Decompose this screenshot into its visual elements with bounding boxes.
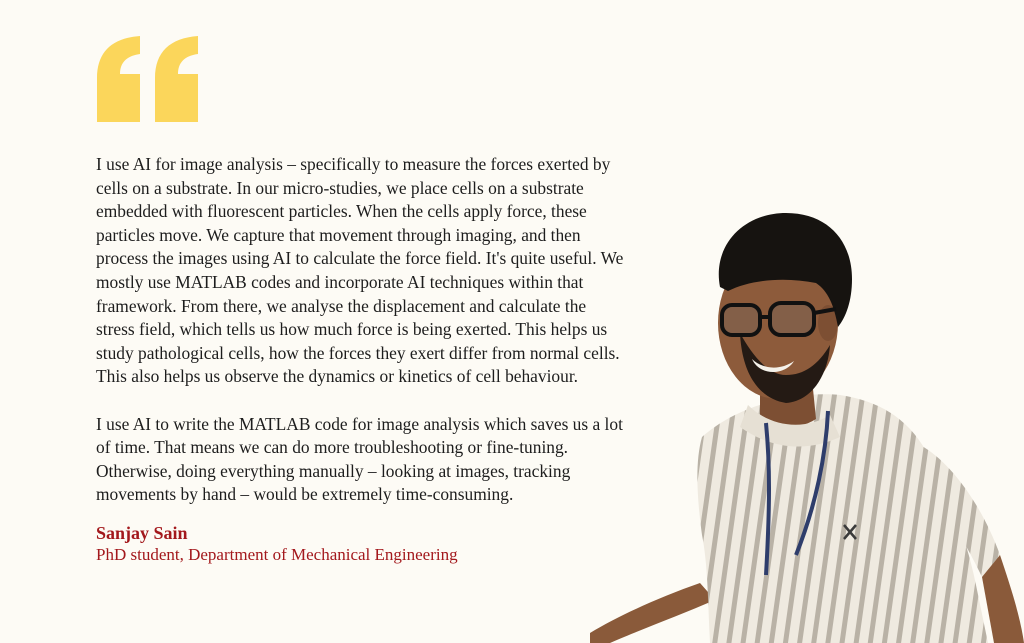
quote-paragraph-2: I use AI to write the MATLAB code for image analysis which saves us a lot of time. That means we can do more troubleshooting or fine-tuning. Otherwise, doing everything manually – looking at images, tracking movements by hand – would be extremely time-consuming. — [96, 413, 623, 505]
quotation-mark-icon — [94, 36, 204, 124]
attribution — [96, 522, 458, 566]
speaker-role: PhD student, Department of Mechanical Engineering — [96, 545, 458, 564]
quote-paragraph-1: I use AI for image analysis – specifically to measure the forces exerted by cells on a substrate. In our micro-studies, we place cells on a substrate embedded with fluorescent particles. When the cells apply force, these particles move. We capture that movement through imaging, and then process the images using AI to calculate the force field. It's quite useful. We mostly use MATLAB codes and incorporate AI techniques within that framework. From there, we analyse the displacement and calculate the stress field, which tells us how much force is being exerted. This helps us study pathological cells, how the forces they exert differ from normal cells. This also helps us observe the dynamics or kinetics of cell behaviour. — [96, 154, 624, 387]
speaker-name: Sanjay Sain — [96, 523, 188, 543]
shirt — [697, 394, 988, 643]
portrait-photo — [590, 205, 1024, 643]
